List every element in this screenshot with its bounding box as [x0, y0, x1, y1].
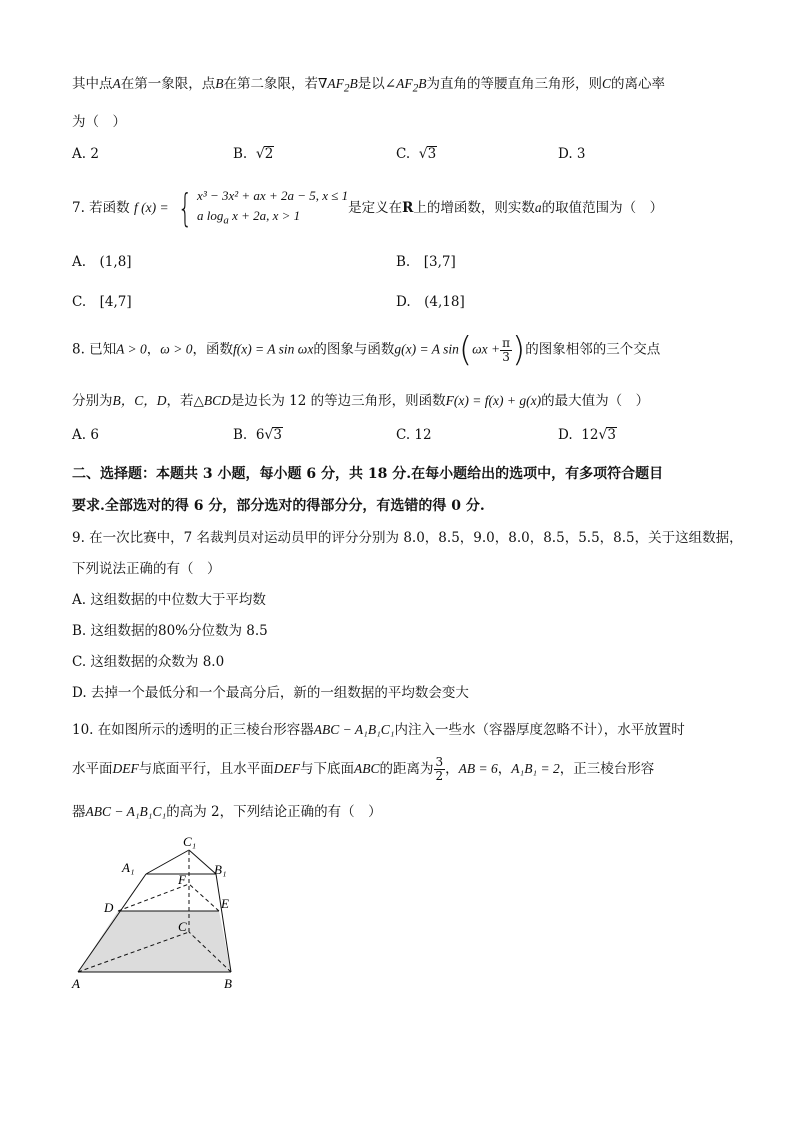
- label-c1: C₁: [183, 834, 197, 849]
- q7-stem: 7. 若函数 f (x) = { x³ − 3x² + ax + 2a − 5, x ≤ 1 a $\log_a x + 2a$, x > 1 是定义在R上的增函数，则实数a的取值范围为（ ）: [72, 186, 664, 231]
- edge-df: [118, 884, 189, 911]
- label-a: A: [72, 976, 80, 991]
- label-f: F: [178, 872, 186, 887]
- label-a1: A₁: [122, 860, 135, 875]
- piecewise-function: { x³ − 3x² + ax + 2a − 5, x ≤ 1 a $\log_a x + 2a$, x > 1: [177, 186, 349, 231]
- q8-option-b: B. 6√3: [233, 427, 282, 443]
- frustum-figure: [66, 832, 256, 994]
- q6-option-c: C. √3: [396, 146, 437, 162]
- q9-option-b: B. 这组数据的80%分位数为 8.5: [72, 623, 268, 639]
- edge-ef: [189, 884, 219, 911]
- label-b1: B₁: [214, 862, 227, 877]
- q6-option-b: B. √2: [233, 146, 274, 162]
- water-region: [78, 911, 231, 972]
- q8-option-d: D. 12√3: [558, 427, 616, 443]
- q6-option-d: D. 3: [558, 146, 586, 162]
- q10-line1: 10. 在如图所示的透明的正三棱台形容器ABC − A₁B₁C₁内注入一些水（容器厚度忽略不计），水平放置时: [72, 722, 685, 738]
- label-c: C: [178, 919, 187, 934]
- angle-af2b: $\angle AF_2B$: [384, 76, 427, 95]
- q7-option-d: D. (4,18]: [396, 294, 465, 310]
- triangle-aft2b: $\nabla AF_2B$: [318, 76, 358, 95]
- q8-line1: 8. 已知A > 0，ω > 0，函数f(x) = A sin ωx的图象与函数g(x) = A sin(ωx + $\frac{\pi}{3}$ )的图象相邻的三个交点: [72, 330, 661, 370]
- q10-line3: 器ABC − A₁B₁C₁的高为 2，下列结论正确的有（ ）: [72, 804, 382, 820]
- q7-option-a: A. (1,8]: [72, 254, 132, 270]
- q9-line1: 9. 在一次比赛中，7 名裁判员对运动员甲的评分分别为 8.0，8.5，9.0，8.0，8.5，5.5，8.5，关于这组数据，: [72, 530, 743, 546]
- q10-line2: 水平面DEF与底面平行，且水平面DEF与下底面ABC的距离为 $\frac{3}{2}$ ，AB = 6，A₁B₁ = 2，正三棱台形容: [72, 755, 655, 783]
- label-d: D: [104, 900, 114, 915]
- q8-line2: 分别为B，C，D，若△BCD是边长为 12 的等边三角形，则函数F(x) = f(x) + g(x)的最大值为（ ）: [72, 393, 650, 409]
- q9-option-d: D. 去掉一个最低分和一个最高分后，新的一组数据的平均数会变大: [72, 685, 469, 701]
- q6-line2: 为（ ）: [72, 114, 126, 130]
- q7-option-c: C. [4,7]: [72, 294, 132, 310]
- edge-a1c1: [146, 850, 189, 874]
- label-e: E: [221, 896, 229, 911]
- q6-option-a: A. 2: [72, 146, 99, 162]
- label-b: B: [224, 976, 232, 991]
- q6-line1: 其中点A在第一象限，点B在第二象限，若$\nabla AF_2B$是以$\angle AF_2B$为直角的等腰直角三角形，则C的离心率: [72, 76, 665, 95]
- section2-heading-line2: 要求.全部选对的得 6 分，部分选对的得部分分，有选错的得 0 分.: [72, 498, 485, 514]
- q9-option-a: A. 这组数据的中位数大于平均数: [72, 592, 266, 608]
- q9-line2: 下列说法正确的有（ ）: [72, 561, 221, 577]
- edge-b1c1: [189, 850, 216, 874]
- q8-option-a: A. 6: [72, 427, 99, 443]
- section2-heading-line1: 二、选择题：本题共 3 小题，每小题 6 分，共 18 分.在每小题给出的选项中，有多项符合题目: [72, 466, 664, 482]
- q9-option-c: C. 这组数据的众数为 8.0: [72, 654, 225, 670]
- q7-option-b: B. [3,7]: [396, 254, 456, 270]
- q8-option-c: C. 12: [396, 427, 432, 443]
